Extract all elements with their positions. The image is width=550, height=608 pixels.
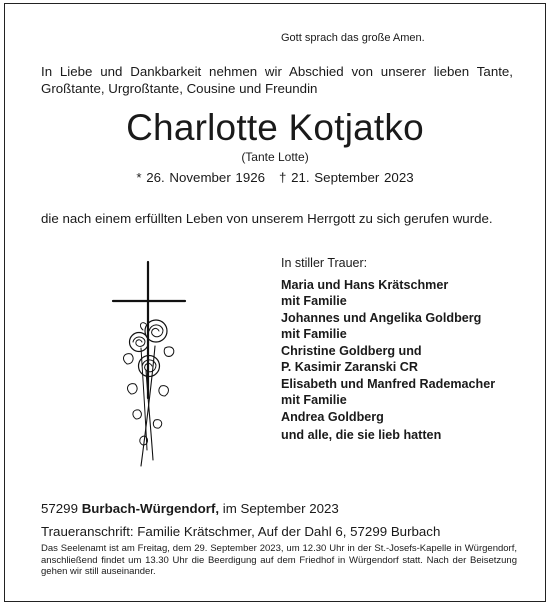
mourner-group (281, 344, 495, 375)
mourner-line: und alle, die sie lieb hatten (281, 427, 442, 442)
mourner-line: Elisabeth und Manfred Rademacher (281, 377, 496, 391)
life-dates (5, 170, 545, 185)
death-date: † 21. September 2023 (279, 170, 414, 185)
mourner-line: mit Familie (281, 392, 347, 407)
place-and-date (41, 501, 339, 516)
closing-text: die nach einem erfüllten Leben von unserem Herrgott zu sich gerufen wurde. (41, 211, 493, 226)
obituary-notice (4, 3, 546, 602)
mourner-line: Maria und Hans Krätschmer (281, 278, 449, 292)
mourner-line: mit Familie (281, 326, 347, 341)
intro-text: In Liebe und Dankbarkeit nehmen wir Abschied von unserer lieben Tante, Großtante, Urgroßtante, Cousine und Freundin (41, 64, 513, 96)
birth-date: * 26. November 1926 (136, 170, 266, 185)
mourner-group (281, 410, 495, 426)
mourner-group (281, 428, 495, 444)
mourner-line: Johannes und Angelika Goldberg (281, 311, 482, 325)
postcode: 57299 (41, 501, 78, 516)
mourner-line: Christine Goldberg und (281, 344, 422, 358)
quote: Gott sprach das große Amen. (281, 32, 425, 44)
cross-with-roses-icon (105, 260, 195, 475)
mourner-group (281, 377, 495, 408)
deceased-name: Charlotte Kotjatko (126, 107, 424, 148)
mourning-label: In stiller Trauer: (281, 256, 368, 270)
mourner-line: P. Kasimir Zaranski CR (281, 359, 418, 374)
mourner-line: mit Familie (281, 293, 347, 308)
notice-date: im September 2023 (222, 501, 339, 516)
town: Burbach-Würgendorf, (81, 501, 220, 516)
mourner-list (281, 278, 495, 445)
mourner-line: Andrea Goldberg (281, 410, 384, 424)
service-details: Das Seelenamt ist am Freitag, dem 29. September 2023, um 12.30 Uhr in der St.-Josefs-Kapelle in Würgendorf, anschließend findet um 13.30 Uhr die Beerdigung auf dem Friedhof in Würgendorf statt. Nach der Beisetzung gehen wir still auseinander. (41, 543, 517, 577)
mourner-group (281, 278, 495, 309)
deceased-nickname: (Tante Lotte) (241, 150, 309, 164)
mourning-address: Traueranschrift: Familie Krätschmer, Auf der Dahl 6, 57299 Burbach (41, 524, 441, 539)
mourner-group (281, 311, 495, 342)
